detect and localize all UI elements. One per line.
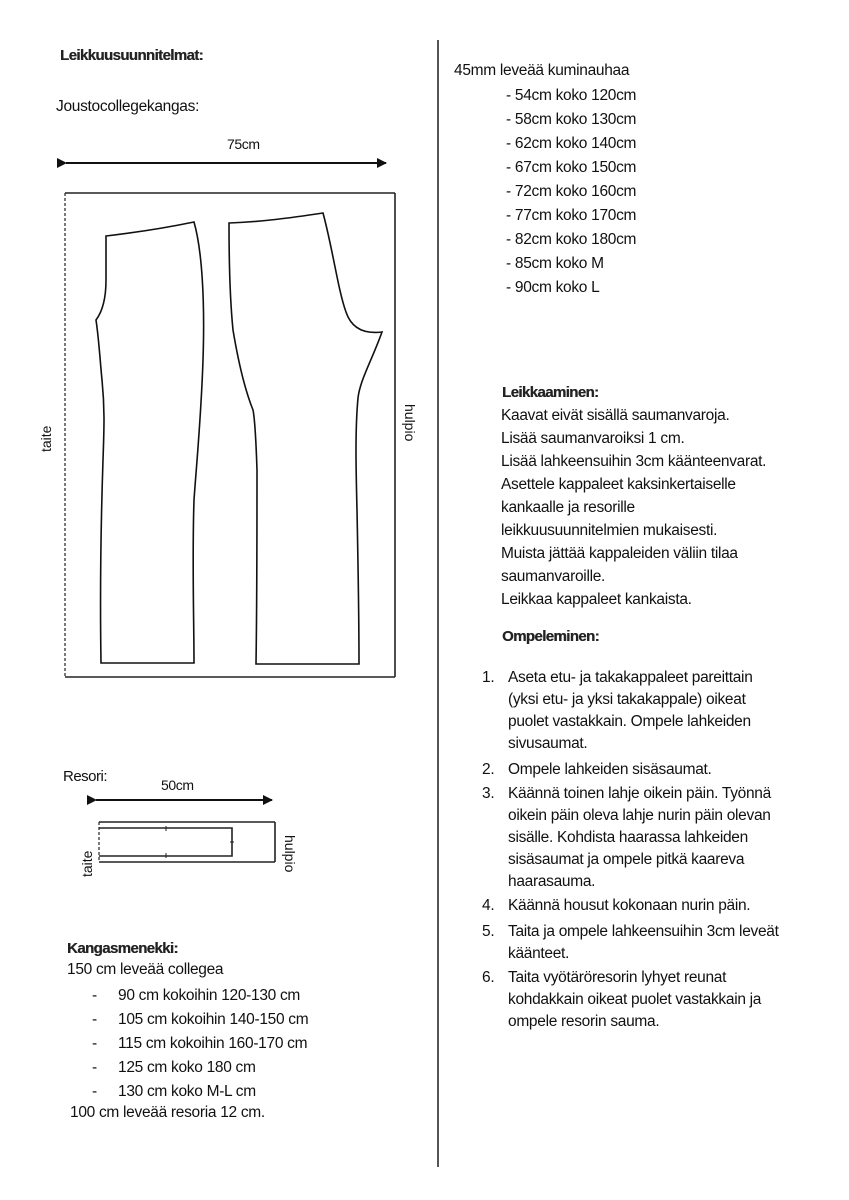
- elastic-item: - 54cm koko 120cm: [506, 87, 637, 104]
- cutting-line: Leikkaa kappaleet kankaista.: [501, 591, 692, 608]
- sewing-step: [482, 783, 808, 893]
- cutting-instructions: [501, 404, 766, 611]
- step-number: 4.: [482, 897, 495, 914]
- cutting-line: Kaavat eivät sisällä saumanvaroja.: [501, 407, 730, 424]
- elastic-item: - 67cm koko 150cm: [506, 159, 637, 176]
- rib-selvage-label: hulpio: [282, 835, 298, 873]
- bullet: -: [92, 1035, 97, 1052]
- consumption-item: [92, 1080, 308, 1104]
- step-text: Taita vyötäröresorin lyhyet reunat kohdakkain oikeat puolet vastakkain ja ompele resorin sauma.: [508, 969, 762, 1030]
- step-number: 6.: [482, 969, 495, 986]
- item-text: 90 cm kokoihin 120-130 cm: [118, 987, 301, 1004]
- bullet: -: [92, 1059, 97, 1076]
- selvage-label: hulpio: [402, 404, 418, 442]
- step-text: Ompele lahkeiden sisäsaumat.: [508, 761, 712, 778]
- consumption-title: Kangasmenekki:: [67, 940, 178, 957]
- cutting-title: Leikkaaminen:: [502, 384, 599, 401]
- step-number: 3.: [482, 785, 495, 802]
- step-text: Aseta etu- ja takakappaleet pareittain (yksi etu- ja yksi takakappale) oikeat puolet vastakkain. Ompele lahkeiden sivusaumat.: [508, 669, 753, 752]
- elastic-list: [506, 84, 636, 300]
- consumption-item: [92, 1008, 308, 1032]
- bullet: -: [92, 1083, 97, 1100]
- elastic-item: - 72cm koko 160cm: [506, 183, 637, 200]
- consumption-list: [92, 984, 308, 1104]
- cutting-plan-title: Leikkuusuunnitelmat:: [60, 47, 204, 64]
- step-text: Taita ja ompele lahkeensuihin 3cm leveät käänteet.: [508, 923, 779, 962]
- sewing-step: [482, 895, 808, 917]
- consumption-intro: 150 cm leveää collegea: [67, 961, 224, 978]
- item-text: 105 cm kokoihin 140-150 cm: [118, 1011, 309, 1028]
- elastic-item: - 77cm koko 170cm: [506, 207, 637, 224]
- elastic-item: - 58cm koko 130cm: [506, 111, 637, 128]
- step-text: Käännä toinen lahje oikein päin. Työnnä oikein päin oleva lahje nurin päin olevan sisälle. Kohdista haarassa lahkeiden sisäsaumat ja ompele pitkä kaareva haarasauma.: [508, 785, 771, 890]
- sewing-steps: [482, 667, 808, 1033]
- elastic-item: - 90cm koko L: [506, 279, 600, 296]
- step-text: Käännä housut kokonaan nurin päin.: [508, 897, 751, 914]
- sewing-title: Ompeleminen:: [502, 628, 599, 645]
- front-pattern-piece: [96, 222, 204, 663]
- elastic-item: - 82cm koko 180cm: [506, 231, 637, 248]
- sewing-step: [482, 759, 808, 781]
- item-text: 125 cm koko 180 cm: [118, 1059, 256, 1076]
- sewing-step: [482, 667, 808, 755]
- fold-label: taite: [38, 425, 54, 452]
- rib-consumption-note: 100 cm leveää resoria 12 cm.: [70, 1104, 265, 1121]
- rib-pattern-piece: [99, 826, 234, 858]
- elastic-item: - 85cm koko M: [506, 255, 604, 272]
- cutting-line: Muista jättää kappaleiden väliin tilaa: [501, 545, 738, 562]
- rib-fold-label: taite: [79, 850, 95, 877]
- bullet: -: [92, 1011, 97, 1028]
- consumption-item: [92, 1056, 308, 1080]
- fabric-label: Joustocollegekangas:: [56, 98, 200, 115]
- back-pattern-piece: [229, 213, 382, 664]
- cutting-line: Lisää lahkeensuihin 3cm käänteenvarat.: [501, 453, 767, 470]
- cutting-line: leikkuusuunnitelmien mukaisesti.: [501, 522, 718, 539]
- elastic-item: - 62cm koko 140cm: [506, 135, 637, 152]
- step-number: 5.: [482, 923, 495, 940]
- sewing-step: [482, 921, 808, 965]
- cutting-line: saumanvaroille.: [501, 568, 606, 585]
- cutting-line: Lisää saumanvaroiksi 1 cm.: [501, 430, 685, 447]
- cutting-line: kankaalle ja resorille: [501, 499, 635, 516]
- bullet: -: [92, 987, 97, 1004]
- item-text: 115 cm kokoihin 160-170 cm: [118, 1035, 308, 1052]
- column-divider: [437, 40, 439, 1167]
- rib-width-label: 50cm: [161, 777, 194, 793]
- step-number: 2.: [482, 761, 495, 778]
- fabric-width-label: 75cm: [227, 136, 260, 152]
- rib-label: Resori:: [63, 768, 108, 785]
- elastic-title: 45mm leveää kuminauhaa: [454, 62, 630, 79]
- item-text: 130 cm koko M-L cm: [118, 1083, 256, 1100]
- sewing-step: [482, 967, 808, 1033]
- consumption-item: [92, 984, 308, 1008]
- step-number: 1.: [482, 669, 495, 686]
- cutting-line: Asettele kappaleet kaksinkertaiselle: [501, 476, 736, 493]
- consumption-item: [92, 1032, 308, 1056]
